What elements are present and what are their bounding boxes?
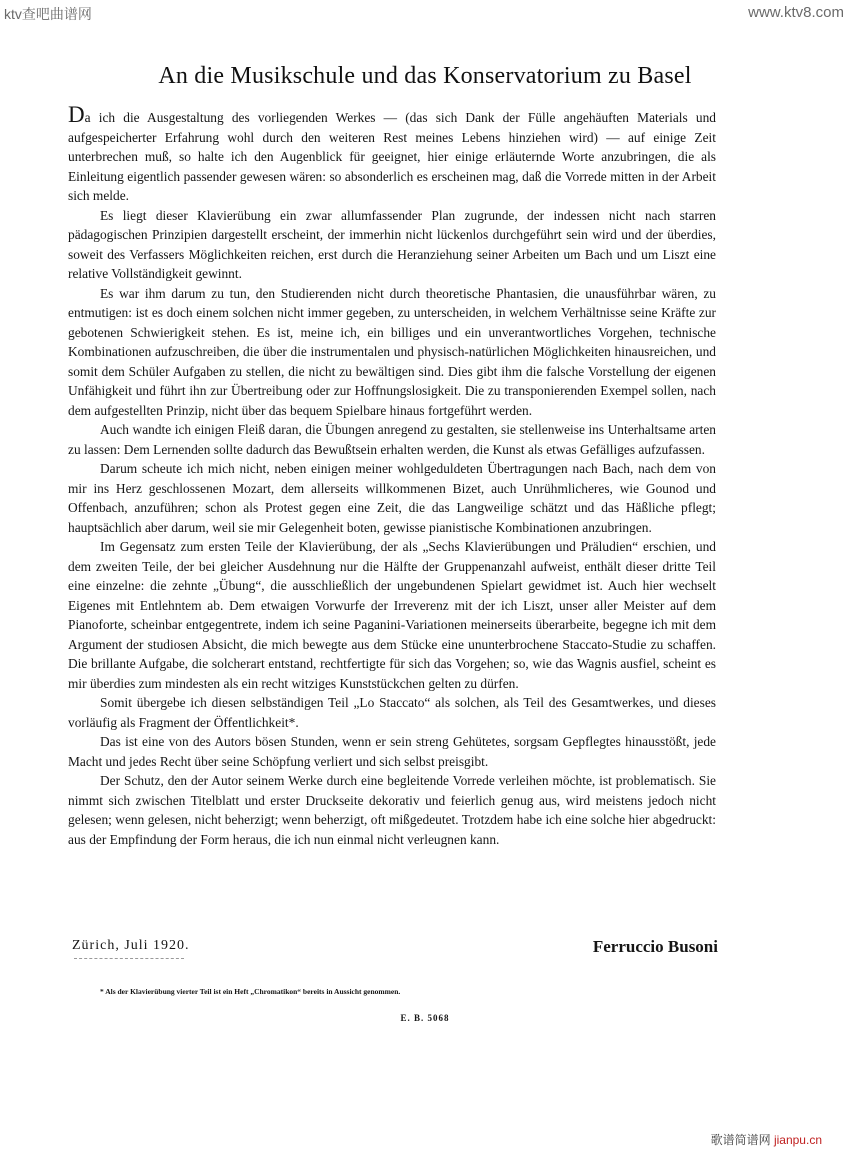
author-signature: Ferruccio Busoni [592, 937, 718, 956]
paragraph: Im Gegensatz zum ersten Teile der Klavierübung, der als „Sechs Klavierübungen und Präludien“ erschien, und dem zweiten Teile, der bei gleicher Ausdehnung nur die Hälfte der Gruppenanzahl aufweist, enthält dieser dritte Teil eine einzelne: die zehnte „Übung“, die ausschließlich der ungebundenen Spielart gewidmet ist. Auch hier wechselt Eigenes mit Entlehntem ab. Dem etwaigen Vorwurfe der Irreverenz mit der ich Liszt, unser aller Meister auf dem Pianoforte, scheinbar entgegentrete, indem ich seine Paganini-Variationen meinerseits überarbeite, begegne ich mit dem Argument der studiosen Absicht, die mich bewegte aus dem Stücke eine ununterbrochene Staccato-Studie zu schaffen. Die brillante Aufgabe, die solcherart entstand, rechtfertigte für sich das Vorgehen; so, wie das Wagnis ausfiel, scheint es mir überdies zum mindesten als ein recht witziges Kunststückchen gelten zu dürfen. [68, 539, 716, 691]
paragraph: Der Schutz, den der Autor seinem Werke durch eine begleitende Vorrede verleihen möchte, ist problematisch. Sie nimmt sich zwischen Titelblatt und erster Druckseite dekorativ und feierlich genug aus, wird meistens jedoch nicht gelesen; wenn gelesen, nicht beherzigt; wenn beherzigt, oft mißgedeutet. Trotzdem habe ich eine solche hier abgedruckt: aus der Empfindung der Form heraus, die ich nun einmal nicht verleugnen kann. [68, 773, 716, 847]
watermark-bottom-right-cn: 歌谱简谱网 [710, 1133, 771, 1147]
paragraph: Darum scheute ich mich nicht, neben einigen meiner wohlgeduldeten Übertragungen nach Bach, nach dem von mir ins Herz geschlossenen Mozart, dem allerseits willkommenen Bizet, auch Unrühmlicheres, wie Gounod und Offenbach, anzuführen; schon als Protest gegen eine Zeit, die das Langweilige schätzt und das Häßliche pflegt; hauptsächlich aber darum, weil sie mir Gelegenheit boten, gewisse pianistische Kombinationen anzubringen. [68, 461, 716, 535]
footnote-divider [74, 958, 184, 959]
paragraph: Es war ihm darum zu tun, den Studierenden nicht durch theoretische Phantasien, die unausführbar wären, zu entmutigen: ist es doch einem solchen nicht immer gegeben, zu unterscheiden, in welchem Verhältnisse seine Kräfte zur gebotenen Schwierigkeit stehen. Es ist, meine ich, ein billiges und ein unverantwortliches Vorgehen, technische Kombinationen aufzuschreiben, die über die instrumentalen und physisch-natürlichen Möglichkeiten hinausreichen, und somit dem Schüler Aufgaben zu stellen, die nicht zu bewältigen sind. Dies gibt ihm die falsche Vorstellung der eigenen Unfähigkeit und führt ihn zur Übertreibung oder zur Hoffnungslosigkeit. Die zu transponierenden Exempel sollen, nach dem aufgestellten Prinzip, nicht über das bequem Spielbare hinaus fortgeführt werden. [68, 285, 716, 418]
paragraph-text: a ich die Ausgestaltung des vorliegenden Werkes — (das sich Dank der Fülle angehäuften Materials und aufgespeicherter Erfahrung wohl durch den weiteren Rest meines Lebens hinziehen wird) — auf einige Zeit unterbrechen muß, so halte ich den Augenblick für geeignet, hier einige erläuternde Worte anzubringen, die als Einleitung eigentlich passender gewesen wären: so absonderlich es erscheinen mag, daß die Vorrede mitten in der Arbeit sich melde. [68, 110, 716, 203]
plate-number: E. B. 5068 [400, 1013, 450, 1023]
watermark-bottom-right [711, 1131, 822, 1148]
watermark-top-right: www.ktv8.com [748, 4, 844, 21]
watermark-bottom-right-url: jianpu.cn [773, 1133, 822, 1147]
footnote: * Als der Klavierübung vierter Teil ist ein Heft „Chromatikon“ bereits in Aussicht genommen. [100, 987, 401, 996]
paragraph: Das ist eine von des Autors bösen Stunden, wenn er sein streng Gehütetes, sorgsam Gepflegtes hinausstößt, jede Macht und jedes Recht über seine Schöpfung verliert und sich selbst preisgibt. [68, 734, 716, 769]
paragraph [68, 102, 716, 206]
paragraph: Somit übergebe ich diesen selbständigen Teil „Lo Staccato“ als solchen, als Teil des Gesamtwerkes, und dieses vorläufig als Fragment der Öffentlichkeit*. [68, 695, 716, 730]
drop-cap: D [68, 102, 85, 127]
watermark-top-left: ktv查吧曲谱网 [4, 6, 92, 22]
preface-body [68, 102, 716, 849]
paragraph: Es liegt dieser Klavierübung ein zwar allumfassender Plan zugrunde, der indessen nicht nach starren pädagogischen Prinzipien dargestellt erscheint, der immerhin nicht lückenlos durchgeführt sein wird und der überdies, soweit des Verfassers Möglichkeiten reichen, erst durch die Heranziehung seiner Arbeiten um Bach und um Liszt eine relative Vollständigkeit gewinnt. [68, 207, 716, 281]
place-date: Zürich, Juli 1920. [72, 938, 190, 953]
page-title: An die Musikschule und das Konservatorium zu Basel [158, 63, 692, 89]
paragraph: Auch wandte ich einigen Fleiß daran, die Übungen anregend zu gestalten, sie stellenweise ins Unterhaltsame arten zu lassen: Dem Lernenden sollte dadurch das Bewußtsein erhalten werden, die Kunst als etwas Gefälliges aufzufassen. [68, 422, 716, 457]
